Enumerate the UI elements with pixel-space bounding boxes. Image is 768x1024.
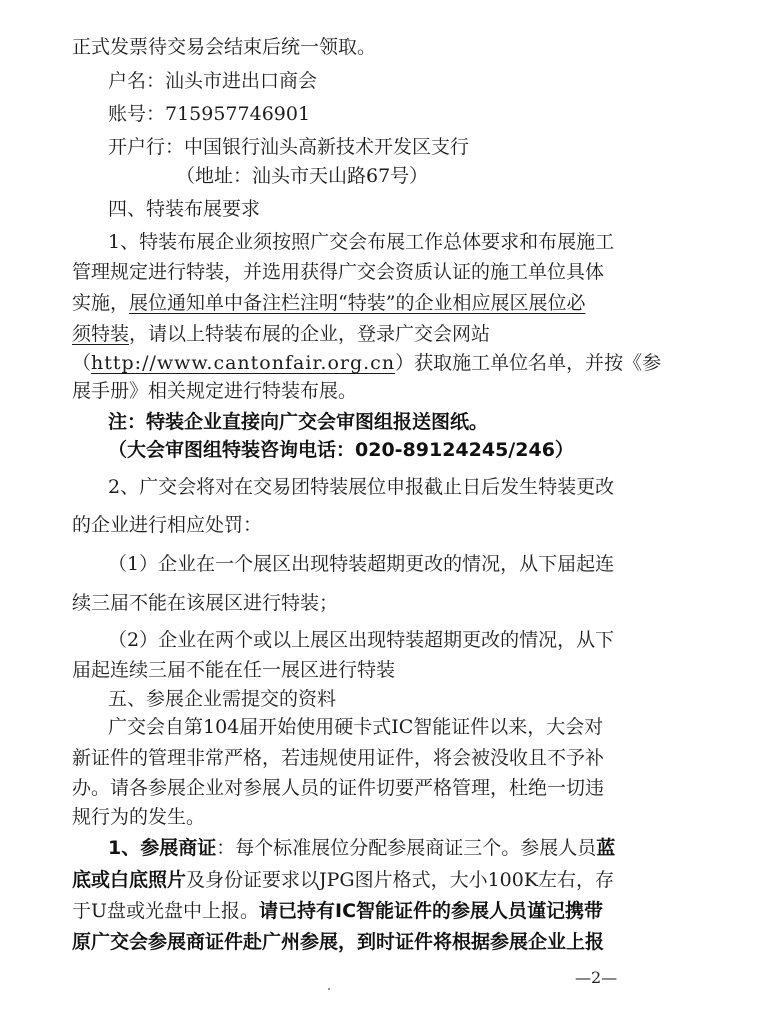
page-number: —2—	[575, 968, 618, 987]
bold-text: 1、参展商证	[108, 837, 217, 859]
text-line: 2、广交会将对在交易团特装展位申报截止日后发生特装更改	[108, 476, 615, 498]
account-number-line: 账号：715957746901	[108, 103, 311, 125]
bold-text: 底或白底照片	[72, 869, 187, 891]
text-line: （1）企业在一个展区出现特装超期更改的情况，从下届起连	[108, 553, 615, 575]
underlined-text: 须特装	[72, 323, 130, 345]
text-line: 新证件的管理非常严格，若违规使用证件，将会被没收且不予补	[72, 747, 605, 769]
text-span: 于U盘或光盘中上报。	[72, 900, 260, 922]
text-line: 办。请各参展企业对参展人员的证件切要严格管理，杜绝一切违	[72, 777, 605, 799]
text-line: 届起连续三届不能在任一展区进行特装	[72, 659, 396, 681]
text-line: 续三届不能在该展区进行特装；	[72, 592, 339, 614]
text-line	[72, 290, 585, 316]
text-line	[108, 835, 615, 861]
scan-dot	[328, 988, 330, 990]
bold-note: 注：特装企业直接向广交会审图组报送图纸。	[108, 411, 489, 433]
text-span: 实施，	[72, 292, 130, 314]
bank-address-line: （地址：汕头市天山路67号）	[176, 165, 429, 187]
text-line: 管理规定进行特装，并选用获得广交会资质认证的施工单位具体	[72, 261, 605, 283]
bold-text-line: 原广交会参展商证件赴广州参展，到时证件将根据参展企业上报	[72, 931, 605, 953]
section-heading: 四、特装布展要求	[108, 198, 261, 220]
text-line	[72, 898, 603, 924]
text-line: 1、特装布展企业须按照广交会布展工作总体要求和布展施工	[108, 231, 615, 253]
text-line: （2）企业在两个或以上展区出现特装超期更改的情况，从下	[108, 629, 615, 651]
bold-text: 请已持有IC智能证件的参展人员谨记携带	[259, 900, 604, 922]
section-heading: 五、参展企业需提交的资料	[108, 688, 337, 710]
text-line	[72, 321, 490, 347]
bold-text: 蓝	[596, 837, 616, 859]
website-link[interactable]: http://www.cantonfair.org.cn	[91, 352, 396, 374]
text-line	[72, 867, 614, 893]
text-line: 展手册》相关规定进行特装布展。	[72, 380, 358, 402]
text-span: 及身份证要求以JPG图片格式，大小100K左右，存	[186, 869, 615, 891]
text-span: （	[72, 352, 92, 374]
text-span: ，请以上特装布展的企业，登录广交会网站	[129, 323, 491, 345]
text-line: 的企业进行相应处罚：	[72, 514, 263, 536]
text-span: ）获取施工单位名单，并按《参	[395, 352, 662, 374]
account-name-line: 户名：汕头市进出口商会	[108, 70, 318, 92]
text-span: ：每个标准展位分配参展商证三个。参展人员	[216, 837, 597, 859]
text-line	[72, 350, 661, 376]
bank-line: 开户行：中国银行汕头高新技术开发区支行	[108, 136, 470, 158]
text-line: 正式发票待交易会结束后统一领取。	[72, 36, 377, 58]
bold-note-phone: （大会审图组特装咨询电话：020-89124245/246）	[108, 439, 574, 461]
underlined-text: 展位通知单中备注栏注明“特装”的企业相应展区展位必	[129, 292, 586, 314]
text-line: 规行为的发生。	[72, 806, 206, 828]
text-line: 广交会自第104届开始使用硬卡式IC智能证件以来，大会对	[108, 716, 604, 738]
